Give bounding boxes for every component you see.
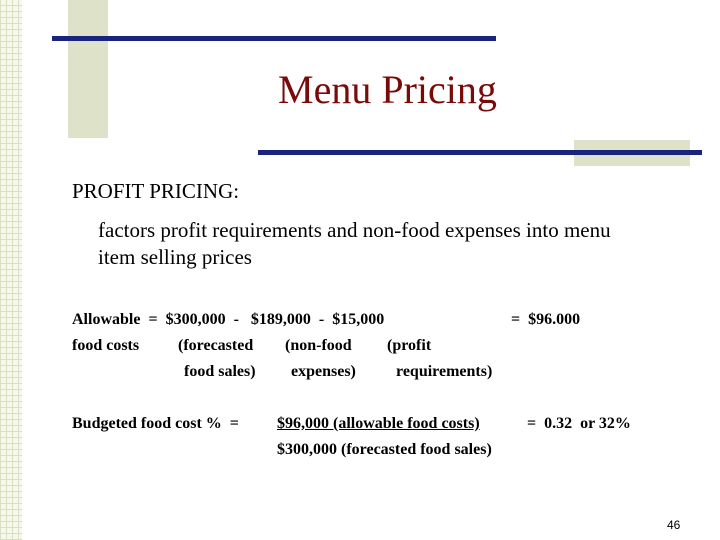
description-line-2: item selling prices bbox=[98, 245, 252, 269]
equation-allowable-row: Allowable = $300,000 - $189,000 - $15,000 bbox=[72, 311, 385, 328]
budgeted-cost-label: Budgeted food cost % = bbox=[72, 415, 239, 432]
budgeted-cost-result: = 0.32 or 32% bbox=[527, 415, 631, 432]
slide-title: Menu Pricing bbox=[278, 67, 497, 112]
decorative-line-bottom bbox=[258, 150, 702, 155]
budgeted-cost-denominator: $300,000 (forecasted food sales) bbox=[277, 441, 492, 458]
label-expenses: expenses) bbox=[291, 363, 356, 380]
label-profit: (profit bbox=[387, 337, 432, 354]
label-food-sales: food sales) bbox=[184, 363, 256, 380]
decorative-line-top bbox=[52, 36, 496, 41]
page-number: 46 bbox=[667, 518, 681, 532]
label-forecasted: (forecasted bbox=[178, 337, 254, 354]
decorative-box-top bbox=[68, 0, 108, 138]
label-requirements: requirements) bbox=[396, 363, 493, 380]
label-non-food: (non-food bbox=[285, 337, 352, 354]
description-line-1: factors profit requirements and non-food expenses into menu bbox=[98, 218, 611, 242]
section-heading: PROFIT PRICING: bbox=[72, 179, 240, 203]
budgeted-cost-numerator: $96,000 (allowable food costs) bbox=[277, 415, 480, 432]
decorative-grid-strip bbox=[0, 0, 22, 540]
equation-allowable-result: = $96.000 bbox=[511, 311, 581, 328]
label-food-costs: food costs bbox=[72, 337, 140, 354]
